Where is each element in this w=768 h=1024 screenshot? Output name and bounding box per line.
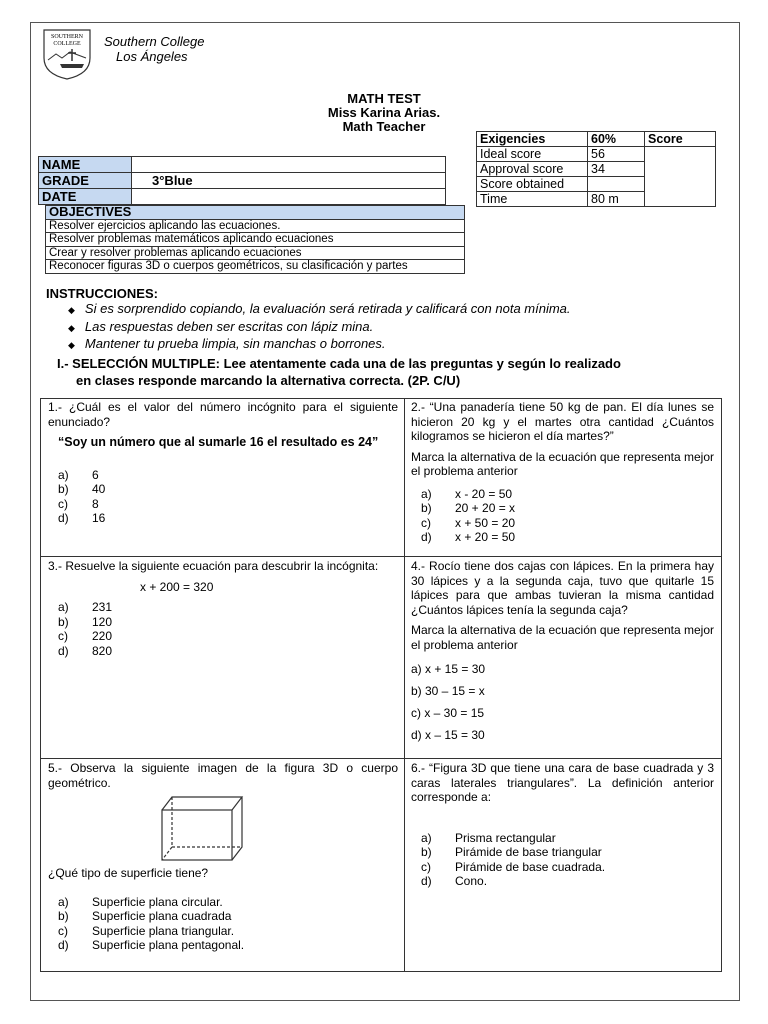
cell: 80 m	[588, 192, 645, 207]
grade-label: GRADE	[39, 173, 132, 189]
option-text: Superficie plana cuadrada	[92, 909, 232, 923]
instructions	[46, 286, 571, 354]
name-label: NAME	[39, 157, 132, 173]
question-text: 2.- “Una panadería tiene 50 kg de pan. El día lunes se hicieron 20 kg y el martes otra cantidad ¿Cuántos kilogramos se hicieron el día martes?”	[411, 400, 714, 443]
option-text: 40	[92, 482, 106, 496]
section-line: I.- SELECCIÓN MULTIPLE: Lee atentamente cada una de las preguntas y según lo realizado	[57, 356, 621, 371]
option-letter: c)	[58, 629, 68, 643]
section-line: en clases responde marcando la alternativa correcta. (2P. C/U)	[76, 373, 461, 388]
option[interactable]	[48, 468, 398, 483]
objective-item: Resolver problemas matemáticos aplicando ecuaciones	[46, 233, 465, 247]
svg-text:SOUTHERN: SOUTHERN	[50, 34, 84, 40]
option-letter: a)	[58, 467, 69, 482]
question-text: 4.- Rocío tiene dos cajas con lápices. En la primera hay 30 lápices y a la segunda caja, tuvo que quitarle 15 lápices para que ambas tuvieran la misma cantidad ¿Cuántos lápices tenía la segunda caja?	[411, 559, 714, 617]
question-instruction: Marca la alternativa de la ecuación que representa mejor el problema anterior	[411, 623, 714, 652]
option[interactable]	[411, 530, 714, 545]
instruction-item: ◆ Mantener tu prueba limpia, sin manchas o borrones.	[68, 336, 571, 354]
question-prompt: ¿Qué tipo de superficie tiene?	[48, 866, 209, 880]
question-text: 3.- Resuelve la siguiente ecuación para descubrir la incógnita:	[48, 559, 379, 573]
school-city: Los Ángeles	[116, 49, 188, 64]
header-cell: Score	[645, 132, 716, 147]
option-letter: c)	[421, 859, 431, 874]
student-info-table	[38, 156, 446, 205]
option[interactable]: d) x – 15 = 30	[411, 728, 485, 742]
option-text: Pirámide de base cuadrada.	[455, 859, 606, 874]
option-text: Superficie plana pentagonal.	[92, 938, 245, 952]
option[interactable]	[48, 938, 398, 953]
option[interactable]	[48, 644, 398, 659]
option-letter: a)	[421, 830, 432, 845]
option[interactable]	[411, 845, 714, 860]
option[interactable]	[411, 874, 714, 889]
option-text: Pirámide de base triangular	[455, 845, 602, 859]
option[interactable]	[411, 860, 714, 875]
option-letter: b)	[421, 845, 432, 859]
option-text: x - 20 = 50	[455, 486, 513, 501]
cell: Ideal score	[477, 147, 588, 162]
question-5	[48, 761, 398, 953]
option-letter: c)	[58, 496, 68, 511]
option[interactable]	[411, 516, 714, 531]
option-text: Superficie plana triangular.	[92, 923, 235, 938]
option-letter: d)	[58, 938, 69, 952]
objective-item: Resolver ejercicios aplicando las ecuaciones.	[46, 219, 465, 233]
option-letter: a)	[58, 600, 69, 614]
score-cell[interactable]	[645, 147, 716, 207]
equation: x + 200 = 320	[140, 579, 214, 594]
option-text: 16	[92, 511, 106, 525]
question-text: 6.- “Figura 3D que tiene una cara de base cuadrada y 3 caras laterales triangulares”. La definición anterior corresponde a:	[411, 761, 714, 804]
option-letter: d)	[58, 643, 69, 658]
exigencies-table	[476, 131, 716, 207]
teacher-role: Math Teacher	[342, 119, 426, 134]
option-letter: b)	[58, 482, 69, 496]
date-field[interactable]	[132, 189, 446, 205]
option-text: 231	[92, 600, 113, 614]
option-text: 120	[92, 614, 113, 629]
question-1	[48, 400, 398, 526]
option[interactable]: c) x – 30 = 15	[411, 706, 485, 720]
school-name-text: Southern College	[104, 34, 205, 49]
option-letter: c)	[421, 515, 431, 530]
instructions-header: INSTRUCCIONES:	[46, 286, 158, 301]
date-label: DATE	[39, 189, 132, 205]
option-text: Prisma rectangular	[455, 830, 556, 845]
objective-item: Reconocer figuras 3D o cuerpos geométricos, su clasificación y partes	[46, 260, 465, 274]
option[interactable]	[48, 615, 398, 630]
instruction-item: ◆ Si es sorprendido copiando, la evaluación será retirada y calificará con nota mínima.	[68, 301, 571, 319]
option-text: 220	[92, 629, 113, 643]
question-2	[411, 400, 714, 545]
option-letter: d)	[421, 874, 432, 888]
question-text: 5.- Observa la siguiente imagen de la figura 3D o cuerpo geométrico.	[48, 761, 398, 790]
instruction-item: ◆ Las respuestas deben ser escritas con lápiz mina.	[68, 319, 571, 337]
option-letter: b)	[421, 501, 432, 515]
option-letter: a)	[58, 894, 69, 909]
option-text: 820	[92, 643, 113, 658]
question-text: 1.- ¿Cuál es el valor del número incógnito para el siguiente enunciado?	[48, 400, 398, 429]
question-3	[48, 559, 398, 658]
cell: Score obtained	[477, 177, 588, 192]
name-field[interactable]	[132, 157, 446, 173]
option[interactable]	[48, 482, 398, 497]
option-letter: b)	[58, 909, 69, 923]
option[interactable]	[48, 909, 398, 924]
section-heading	[57, 355, 722, 389]
question-4	[411, 559, 714, 746]
option[interactable]	[48, 924, 398, 939]
objectives-header: OBJECTIVES	[46, 206, 465, 220]
option[interactable]	[48, 895, 398, 910]
option[interactable]	[48, 600, 398, 615]
objectives-table	[45, 205, 465, 274]
svg-text:COLLEGE: COLLEGE	[53, 41, 81, 47]
option-letter: b)	[58, 614, 69, 629]
objective-item: Crear y resolver problemas aplicando ecuaciones	[46, 246, 465, 260]
cell: 34	[588, 162, 645, 177]
option[interactable]: b) 30 – 15 = x	[411, 684, 485, 698]
questions-grid	[40, 398, 722, 972]
option-letter: d)	[421, 530, 432, 544]
option[interactable]	[48, 497, 398, 512]
option-letter: c)	[58, 923, 68, 938]
cuboid-image	[158, 796, 288, 862]
option[interactable]	[411, 501, 714, 516]
cell: Approval score	[477, 162, 588, 177]
school-name	[104, 34, 204, 64]
option-text: Cono.	[455, 874, 488, 888]
option-letter: a)	[421, 486, 432, 501]
option-text: x + 50 = 20	[455, 515, 516, 530]
option-text: 6	[92, 467, 99, 482]
option-text: 20 + 20 = x	[455, 501, 516, 515]
question-instruction: Marca la alternativa de la ecuación que representa mejor el problema anterior	[411, 449, 714, 478]
question-6	[411, 761, 714, 889]
question-statement: “Soy un número que al sumarle 16 el resultado es 24”	[58, 435, 379, 449]
teacher-name: Miss Karina Arias.	[327, 105, 441, 120]
school-logo	[42, 28, 92, 80]
option-text: 8	[92, 496, 99, 511]
test-title	[0, 92, 768, 134]
option[interactable]	[48, 629, 398, 644]
option-text: x + 20 = 50	[455, 530, 516, 544]
cell: 56	[588, 147, 645, 162]
option-text: Superficie plana circular.	[92, 894, 223, 909]
option-letter: d)	[58, 511, 69, 525]
header-cell: 60%	[588, 132, 645, 147]
option[interactable]: a) x + 15 = 30	[411, 662, 486, 676]
option[interactable]	[48, 511, 398, 526]
grade-field[interactable]: 3°Blue	[132, 173, 446, 189]
header-cell: Exigencies	[477, 132, 588, 147]
option[interactable]	[411, 487, 714, 502]
cell[interactable]	[588, 177, 645, 192]
option[interactable]	[411, 831, 714, 846]
title-line: MATH TEST	[347, 91, 421, 106]
cell: Time	[477, 192, 588, 207]
